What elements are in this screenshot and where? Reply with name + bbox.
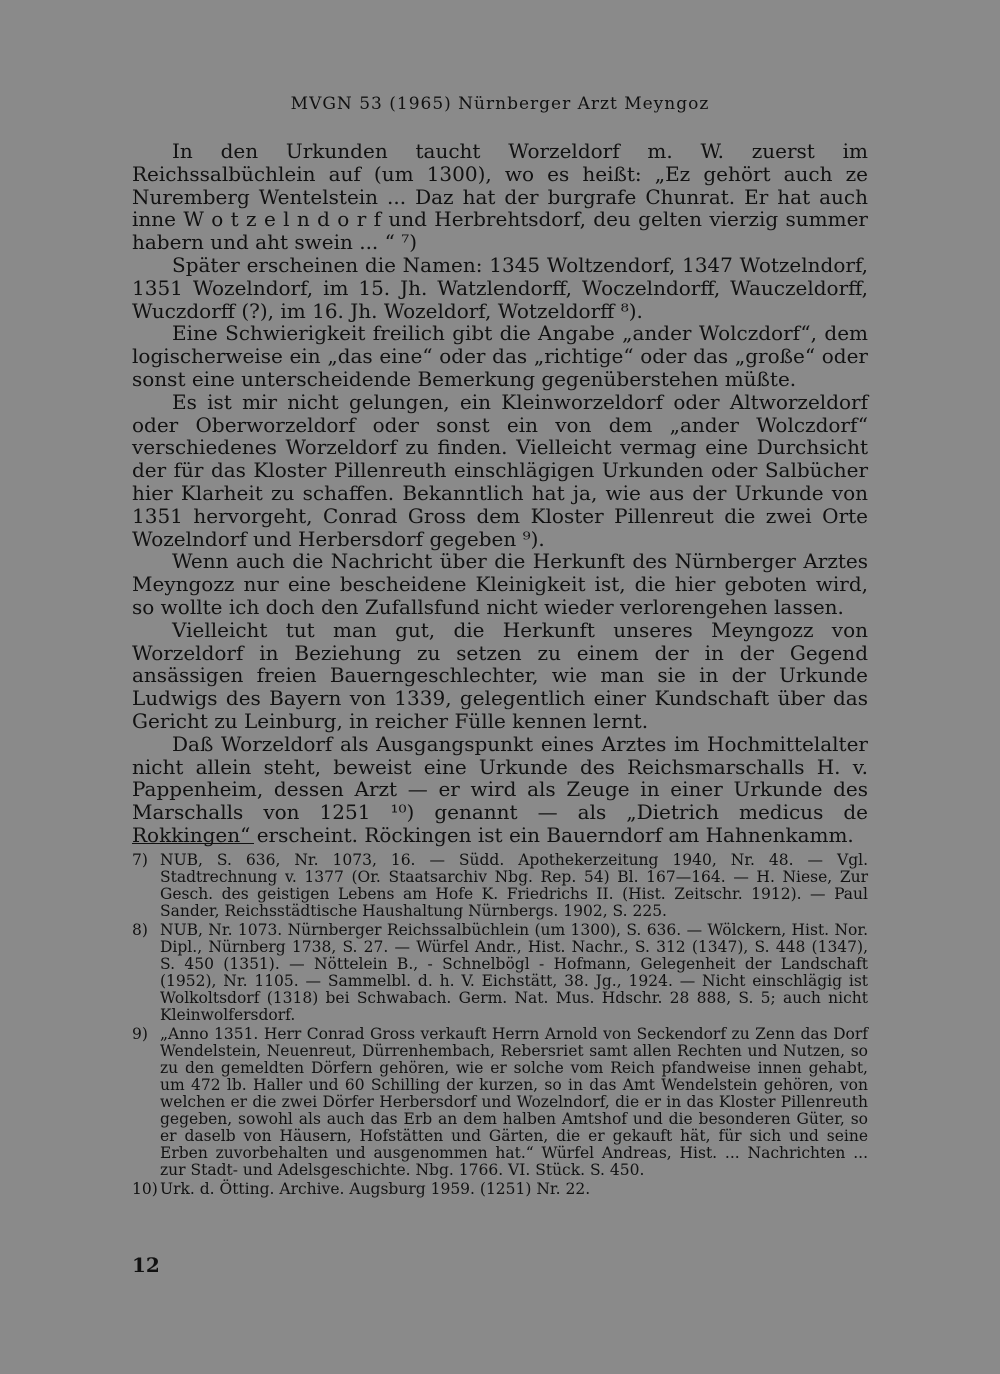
footnote-text: Urk. d. Ötting. Archive. Augsburg 1959. (1251) Nr. 22. xyxy=(160,1180,591,1198)
footnote xyxy=(132,922,868,1024)
page-number: 12 xyxy=(132,1253,160,1277)
paragraph: Später erscheinen die Namen: 1345 Woltzendorf, 1347 Wotzelndorf, 1351 Wozelndorf, im 15. Jh. Watzlendorff, Woczelndorff, Wauczeldorff, Wuczdorff (?), im 16. Jh. Wozeldorf, Wotzeldorff ⁸). xyxy=(132,252,868,323)
body-text xyxy=(132,140,868,847)
paragraph: Wenn auch die Nachricht über die Herkunft des Nürnberger Arztes Meyngozz nur eine bescheidene Kleinigkeit ist, die hier geboten wird, so wollte ich doch den Zufallsfund nicht wieder verlorengehen lassen. xyxy=(132,549,868,619)
footnote-text: NUB, Nr. 1073. Nürnberger Reichssalbüchlein (um 1300), S. 636. — Wölckern, Hist. Nor. Dipl., Nürnberg 1738, S. 27. — Würfel Andr., Hist. Nachr., S. 312 (1347), S. 448 (1347), S. 450 (1351). — Nöttelein B., - Schnelbögl - Hofmann, Gelegenheit der Landschaft (1952), Nr. 1105. — Sammelbl. d. h. V. Eichstätt, 38. Jg., 1924. — Nicht einschlägig ist Wolkoltsdorf (1318) bei Schwabach. Germ. Nat. Mus. Hdschr. 28 888, S. 5; auch nicht Kleinwolfersdorf. xyxy=(160,921,868,1024)
paragraph: Es ist mir nicht gelungen, ein Kleinworzeldorf oder Altworzeldorf oder Oberworzeldorf oder sonst ein von dem „ander Wolczdorf“ verschiedenes Worzeldorf zu finden. Vielleicht vermag eine Durchsicht der für das Kloster Pillenreuth einschlägigen Urkunden oder Salbücher hier Klarheit zu schaffen. Bekanntlich hat ja, wie aus der Urkunde von 1351 hervorgeht, Conrad Gross dem Kloster Pillenreut die zwei Orte Wozelndorf und Herbersdorf gegeben ⁹). xyxy=(132,389,868,551)
footnote-number: 8) xyxy=(132,921,148,939)
footnote xyxy=(132,1026,868,1179)
footnote-text: „Anno 1351. Herr Conrad Gross verkauft Herrn Arnold von Seckendorf zu Zenn das Dorf Wendelstein, Neuenreut, Dürrenhembach, Rebersriet samt allen Rechten und Nutzen, so zu den gemeldten Dörfern gehören, wie er solche vom Reich pfandweise innen gehabt, um 472 lb. Haller und 60 Schilling der kurzen, so in das Amt Wendelstein gehören, von welchen er die zwei Dörfer Herbersdorf und Wozelndorf, die er in das Kloster Pillenreuth gegeben, sowohl als auch das Erb an dem halben Amtshof und die besonderen Güter, so er daselb von Häusern, Hofstätten und Gärten, die er gekauft hät, für sich und seine Erben zuvorbehalten und ausgenommen hat.“ Würfel Andreas, Hist. ... Nachrichten ... zur Stadt- und Adelsgeschichte. Nbg. 1766. VI. Stück. S. 450. xyxy=(160,1025,868,1179)
footnote-number: 9) xyxy=(132,1025,148,1043)
paragraph: In den Urkunden taucht Worzeldorf m. W. zuerst im Reichssalbüchlein auf (um 1300), wo es heißt: „Ez gehört auch ze Nuremberg Wentelstein ... Daz hat der burgrafe Chunrat. Er hat auch inne W o t z e l n d o r f und Herbrehtsdorf, deu gelten vierzig summer habern und aht swein ... “ ⁷) xyxy=(132,139,868,255)
paragraph: Eine Schwierigkeit freilich gibt die Angabe „ander Wolczdorf“, dem logischerweise ein „das eine“ oder das „richtige“ oder das „große“ oder sonst eine unterscheidende Bemerkung gegenüberstehen müßte. xyxy=(132,321,868,391)
paragraph: Daß Worzeldorf als Ausgangspunkt eines Arztes im Hochmittelalter nicht allein steht, beweist eine Urkunde des Reichsmarschalls H. v. Pappenheim, dessen Arzt — er wird als Zeuge in einer Urkunde des Marschalls von 1251 ¹⁰) genannt — als „Dietrich medicus de Rokkingen“ erscheint. Röckingen ist ein Bauerndorf am Hahnenkamm. xyxy=(132,731,868,847)
paragraph: Vielleicht tut man gut, die Herkunft unseres Meyngozz von Worzeldorf in Beziehung zu setzen zu einem der in der Gegend ansässigen freien Bauerngeschlechter, wie man sie in der Urkunde Ludwigs des Bayern von 1339, gelegentlich einer Kundschaft über das Gericht zu Leinburg, in reicher Fülle kennen lernt. xyxy=(132,617,868,733)
footnotes xyxy=(132,852,868,1200)
footnote-number: 10) xyxy=(132,1180,158,1198)
footnote-number: 7) xyxy=(132,851,148,869)
footnote xyxy=(132,1181,868,1198)
footnote-text: NUB, S. 636, Nr. 1073, 16. — Südd. Apothekerzeitung 1940, Nr. 48. — Vgl. Stadtrechnung v. 1377 (Or. Staatsarchiv Nbg. Rep. 54) Bl. 167—164. — H. Niese, Zur Gesch. des geistigen Lebens am Hofe K. Friedrichs II. (Hist. Zeitschr. 1912). — Paul Sander, Reichsstädtische Haushaltung Nürnbergs. 1902, S. 225. xyxy=(160,851,868,920)
running-header: MVGN 53 (1965) Nürnberger Arzt Meyngoz xyxy=(290,94,710,114)
footnote xyxy=(132,852,868,920)
footnote-divider xyxy=(132,843,254,844)
